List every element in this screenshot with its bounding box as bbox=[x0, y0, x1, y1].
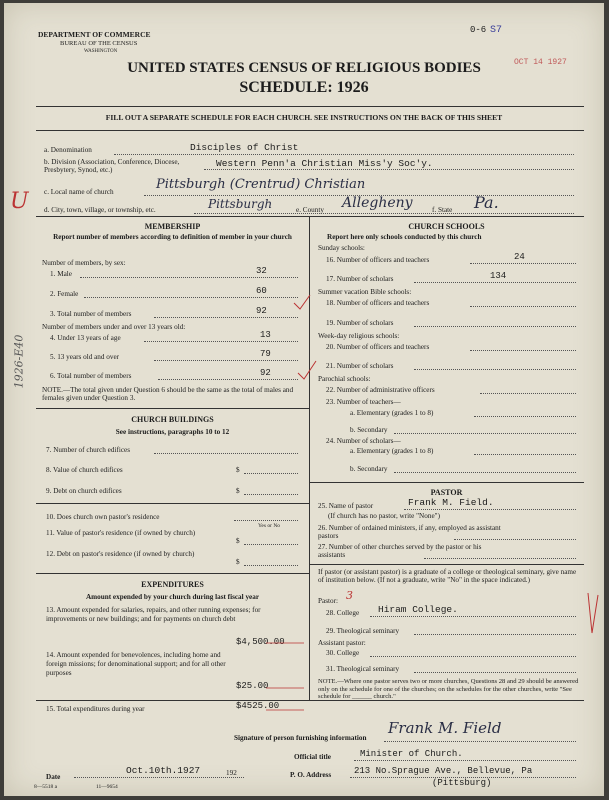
parochial-label: Parochial schools: bbox=[318, 375, 371, 383]
q25-note: (If church has no pastor, write "None") bbox=[328, 512, 440, 520]
county-value: Allegheny bbox=[342, 195, 413, 211]
q17-value: 134 bbox=[490, 271, 507, 281]
state-value: Pa. bbox=[474, 193, 499, 212]
title-value: Minister of Church. bbox=[360, 749, 463, 759]
margin-code-mark: U bbox=[10, 189, 29, 214]
age-heading: Number of members under and over 13 years old: bbox=[42, 323, 186, 331]
q13-label: 13. Amount expended for salaries, repairs, and other running expenses; for improvements or new buildings; and for payments on church debt bbox=[46, 606, 261, 623]
by-sex-label: Number of members, by sex: bbox=[42, 259, 126, 267]
q9-label: 9. Debt on church edifices bbox=[46, 487, 122, 495]
state-label: f. State bbox=[432, 206, 453, 214]
date-suffix: 192 bbox=[226, 769, 237, 777]
membership-sub: Report number of members according to definition of member in your church bbox=[53, 233, 292, 241]
county-label: e. County bbox=[296, 206, 324, 214]
q25-label: 25. Name of pastor bbox=[318, 502, 374, 510]
q2-label: 2. Female bbox=[50, 290, 79, 298]
address-value: 213 No.Sprague Ave., Bellevue, Pa bbox=[354, 766, 533, 776]
q28-label: 28. College bbox=[326, 609, 360, 617]
q16-value: 24 bbox=[514, 252, 525, 262]
q27-label: 27. Number of other churches served by the pastor or his assistants bbox=[318, 543, 482, 559]
q12-label: 12. Debt on pastor's residence (if owned by church) bbox=[46, 550, 195, 558]
vacation-label: Summer vacation Bible schools: bbox=[318, 288, 412, 296]
buildings-sub: See instructions, paragraphs 10 to 12 bbox=[115, 428, 230, 436]
q31-label: 31. Theological seminary bbox=[326, 665, 400, 673]
q29-label: 29. Theological seminary bbox=[326, 627, 400, 635]
q4-value: 13 bbox=[260, 330, 271, 340]
division-label: b. Division (Association, Conference, Diocese, Presbytery, Synod, etc.) bbox=[44, 158, 180, 174]
q14-label: 14. Amount expended for benevolences, including home and foreign missions; for denominational support; and for all other purposes bbox=[46, 651, 226, 677]
received-stamp: OCT 14 1927 bbox=[514, 58, 567, 67]
census-form bbox=[4, 3, 604, 796]
q18-label: 18. Number of officers and teachers bbox=[326, 299, 430, 307]
q1-value: 32 bbox=[256, 266, 267, 276]
q3-value: 92 bbox=[256, 306, 267, 316]
buildings-heading: CHURCH BUILDINGS bbox=[131, 415, 214, 424]
local-name-value: Pittsburgh (Crentrud) Christian bbox=[156, 177, 366, 192]
weekday-label: Week-day religious schools: bbox=[318, 332, 400, 340]
date-label: Date bbox=[46, 773, 61, 781]
q23a-label: a. Elementary (grades 1 to 8) bbox=[350, 409, 434, 417]
q2-value: 60 bbox=[256, 286, 267, 296]
bureau-name: BUREAU OF THE CENSUS bbox=[60, 40, 138, 47]
sunday-label: Sunday schools: bbox=[318, 244, 365, 252]
q9-dollar: $ bbox=[236, 487, 240, 495]
q6-value: 92 bbox=[260, 368, 271, 378]
margin-check bbox=[588, 593, 598, 633]
q15-label: 15. Total expenditures during year bbox=[46, 705, 145, 713]
expenditures-sub: Amount expended by your church during last fiscal year bbox=[85, 593, 260, 601]
form-title: UNITED STATES CENSUS OF RELIGIOUS BODIES bbox=[127, 60, 481, 76]
title-label: Official title bbox=[294, 753, 331, 761]
margin-file-number: 1926-E40 bbox=[12, 334, 26, 389]
q24a-label: a. Elementary (grades 1 to 8) bbox=[350, 447, 434, 455]
q20-label: 20. Number of officers and teachers bbox=[326, 343, 430, 351]
q1-label: 1. Male bbox=[50, 270, 72, 278]
q25-value: Frank M. Field. bbox=[408, 497, 494, 508]
annotation-marks bbox=[4, 3, 604, 796]
q7-label: 7. Number of church edifices bbox=[46, 446, 131, 454]
q21-label: 21. Number of scholars bbox=[326, 362, 394, 370]
q17-label: 17. Number of scholars bbox=[326, 275, 394, 283]
q14-value: $25.00 bbox=[236, 681, 269, 691]
q8-dollar: $ bbox=[236, 466, 240, 474]
membership-note: NOTE.—The total given under Question 6 should be the same as the total of males and females given under Question 3. bbox=[42, 386, 294, 402]
q22-label: 22. Number of administrative officers bbox=[326, 386, 435, 394]
q28-value: Hiram College. bbox=[378, 604, 458, 615]
instruction-line: FILL OUT A SEPARATE SCHEDULE FOR EACH CHURCH. SEE INSTRUCTIONS ON THE BACK OF THIS SHEET bbox=[105, 113, 503, 122]
q26-label: 26. Number of ordained ministers, if any, employed as assistant pastors bbox=[318, 524, 501, 540]
form-number: 0-6 bbox=[470, 25, 487, 35]
local-name-label: c. Local name of church bbox=[44, 188, 114, 196]
signature-value: Frank M. Field bbox=[388, 719, 502, 737]
q19-label: 19. Number of scholars bbox=[326, 319, 394, 327]
q8-label: 8. Value of church edifices bbox=[46, 466, 123, 474]
q11-label: 11. Value of pastor's residence (if owned by church) bbox=[46, 529, 196, 537]
q5-label: 5. 13 years old and over bbox=[50, 353, 120, 361]
city-value: Pittsburgh bbox=[208, 197, 273, 211]
schedule-title: SCHEDULE: 1926 bbox=[239, 79, 369, 96]
graduate-note: If pastor (or assistant pastor) is a graduate of a college or theological seminary, give name of institution below. (If not a graduate, write "No" in the space indicated.) bbox=[318, 568, 577, 584]
pastor-heading: PASTOR bbox=[430, 488, 463, 497]
q3-label: 3. Total number of members bbox=[50, 310, 132, 318]
q5-value: 79 bbox=[260, 349, 271, 359]
q23b-label: b. Secondary bbox=[350, 426, 388, 434]
membership-heading: MEMBERSHIP bbox=[144, 222, 201, 231]
city-name: WASHINGTON bbox=[84, 49, 118, 54]
q16-label: 16. Number of officers and teachers bbox=[326, 256, 430, 264]
q30-label: 30. College bbox=[326, 649, 360, 657]
q24-label: 24. Number of scholars— bbox=[326, 437, 401, 445]
dept-name: DEPARTMENT OF COMMERCE bbox=[38, 30, 151, 39]
q24b-label: b. Secondary bbox=[350, 465, 388, 473]
footer-code-1: 8—5518 a bbox=[34, 784, 58, 790]
q4-label: 4. Under 13 years of age bbox=[50, 334, 121, 342]
date-value: Oct.10th.1927 bbox=[126, 765, 201, 776]
q10-label: 10. Does church own pastor's residence bbox=[46, 513, 160, 521]
division-value: Western Penn'a Christian Miss'y Soc'y. bbox=[216, 158, 433, 169]
denomination-label: a. Denomination bbox=[44, 146, 92, 154]
check-mark-q6 bbox=[298, 361, 316, 379]
denomination-value: Disciples of Christ bbox=[190, 142, 299, 153]
assistant-label: Assistant pastor: bbox=[318, 639, 366, 647]
pastor-mark: 3 bbox=[346, 589, 353, 602]
q23-label: 23. Number of teachers— bbox=[326, 398, 401, 406]
q12-dollar: $ bbox=[236, 558, 240, 566]
q11-dollar: $ bbox=[236, 537, 240, 545]
pastor-note: NOTE.—Where one pastor serves two or more churches, Questions 28 and 29 should be answered only on the schedule for one of the churches; on the schedules for the other churches, write "See schedule for ______ church." bbox=[318, 678, 579, 701]
q13-value: $4,500.00 bbox=[236, 637, 285, 647]
address-value-2: (Pittsburg) bbox=[432, 778, 492, 788]
form-number-hand: S7 bbox=[490, 25, 503, 36]
yes-no-hint: Yes or No bbox=[258, 523, 281, 529]
pastor-sub-label: Pastor: bbox=[318, 597, 338, 605]
q6-label: 6. Total number of members bbox=[50, 372, 132, 380]
check-mark-q3 bbox=[294, 295, 310, 309]
city-label: d. City, town, village, or township, etc. bbox=[44, 206, 156, 214]
q15-value: $4525.00 bbox=[236, 701, 280, 711]
footer-code-2: 11—9654 bbox=[96, 784, 118, 790]
schools-sub: Report here only schools conducted by this church bbox=[327, 233, 482, 241]
address-label: P. O. Address bbox=[290, 771, 332, 779]
expenditures-heading: EXPENDITURES bbox=[141, 580, 204, 589]
signature-label: Signature of person furnishing information bbox=[234, 734, 367, 742]
schools-heading: CHURCH SCHOOLS bbox=[408, 222, 485, 231]
